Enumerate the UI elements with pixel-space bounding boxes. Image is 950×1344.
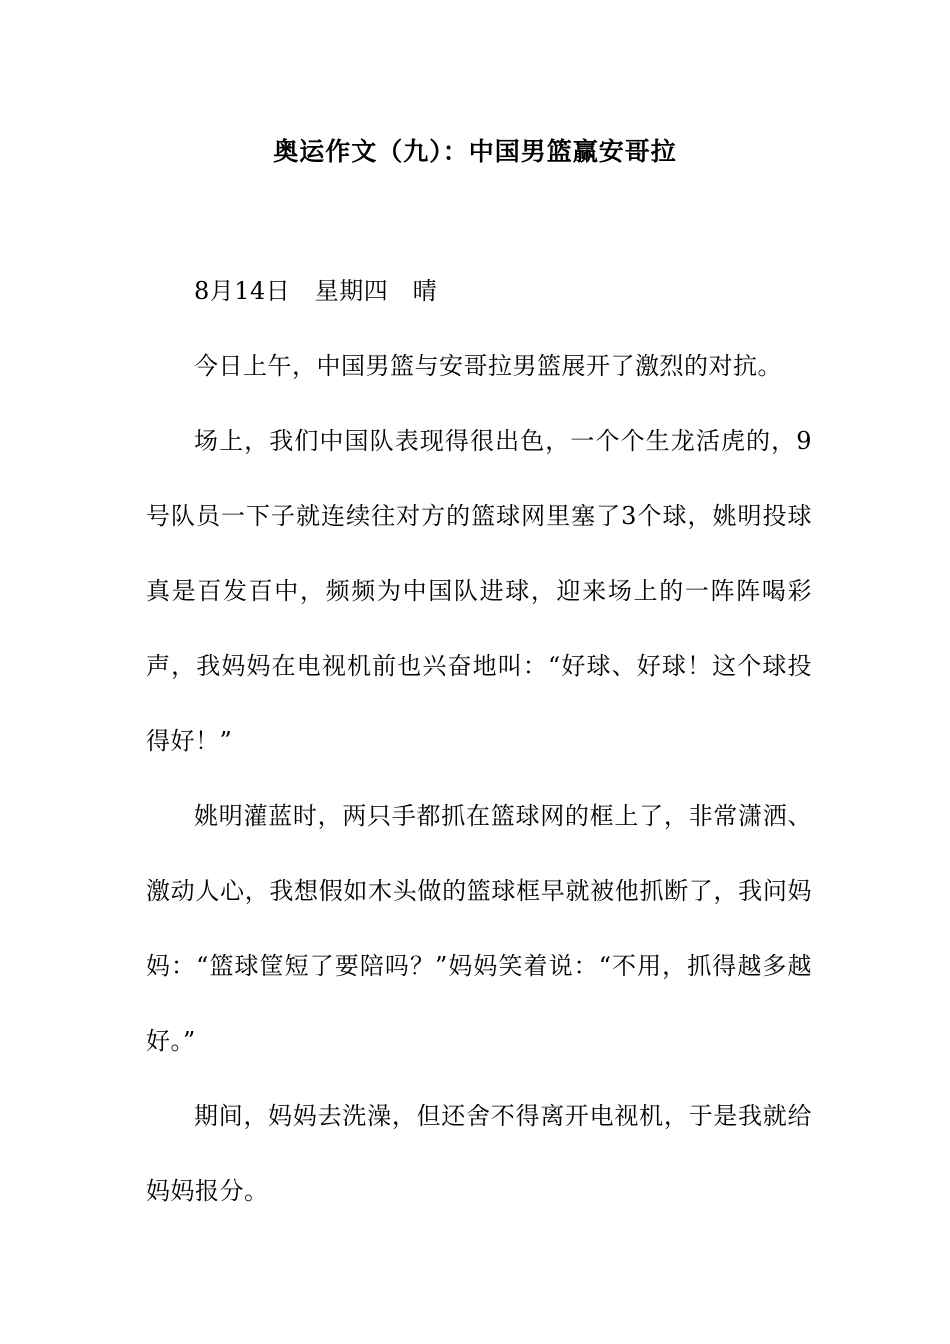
document-body xyxy=(146,254,812,1229)
date-line: 8月14日 星期四 晴 xyxy=(194,277,438,305)
paragraph-4: 期间，妈妈去洗澡，但还舍不得离开电视机，于是我就给妈妈报分。 xyxy=(146,1102,812,1205)
paragraph-1: 今日上午，中国男篮与安哥拉男篮展开了激烈的对抗。 xyxy=(194,352,782,380)
paragraph-2: 场上，我们中国队表现得很出色，一个个生龙活虎的，9号队员一下子就连续往对方的篮球网里塞了3个球，姚明投球真是百发百中，频频为中国队进球，迎来场上的一阵阵喝彩声，我妈妈在电视机前也兴奋地叫：“好球、好球！这个球投得好！” xyxy=(146,427,812,755)
document-title: 奥运作文（九）：中国男篮赢安哥拉 xyxy=(273,137,677,166)
paragraph-3: 姚明灌蓝时，两只手都抓在篮球网的框上了，非常潇洒、激动人心，我想假如木头做的篮球框早就被他抓断了，我问妈妈：“篮球筐短了要陪吗？”妈妈笑着说：“不用，抓得越多越好。” xyxy=(146,802,812,1055)
